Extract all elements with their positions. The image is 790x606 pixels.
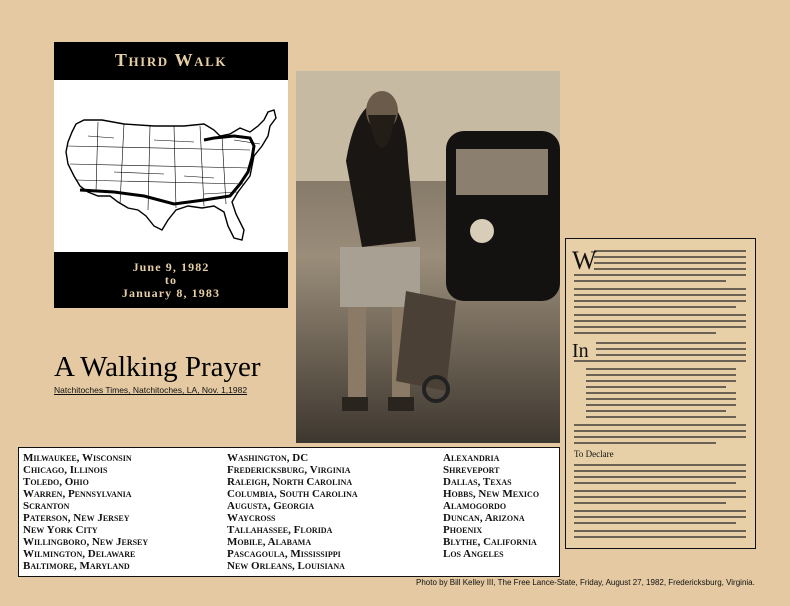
us-route-map <box>54 80 288 252</box>
date-to: to <box>164 273 178 287</box>
svg-text:To Declare: To Declare <box>574 449 614 459</box>
city: Chicago, Illinois <box>23 464 108 476</box>
city: Mobile, Alabama <box>227 536 312 548</box>
city: Raleigh, North Carolina <box>227 476 353 488</box>
city: Warren, Pennsylvania <box>23 488 132 500</box>
city: Baltimore, Maryland <box>23 560 130 572</box>
photo-credit: Photo by Bill Kelley III, The Free Lance-State, Friday, August 27, 1982, Fredericksburg, Virginia. <box>416 578 755 587</box>
city: Scranton <box>23 500 70 512</box>
date-start: June 9, 1982 <box>132 260 210 274</box>
headline: A Walking Prayer <box>54 351 261 383</box>
city: Dallas, Texas <box>443 476 512 488</box>
city: Augusta, Georgia <box>227 500 315 512</box>
city: Los Angeles <box>443 548 504 560</box>
walk-title: Third Walk <box>114 50 228 70</box>
city: Milwaukee, Wisconsin <box>23 452 132 464</box>
svg-text:In: In <box>572 340 589 362</box>
city: Waycross <box>227 512 276 524</box>
city: Shreveport <box>443 464 500 476</box>
city: Phoenix <box>443 524 483 536</box>
city: Columbia, South Carolina <box>227 488 358 500</box>
city: Fredericksburg, Virginia <box>227 464 351 476</box>
city: Alamogordo <box>443 500 507 512</box>
third-walk-card <box>54 42 288 308</box>
city: Alexandria <box>443 452 500 464</box>
cities-list <box>18 447 560 577</box>
city: Duncan, Arizona <box>443 512 525 524</box>
cities-column-3 <box>443 452 539 560</box>
city: Wilmington, Delaware <box>23 548 136 560</box>
city: New Orleans, Louisiana <box>227 560 345 572</box>
city: New York City <box>23 524 98 536</box>
source-citation: Natchitoches Times, Natchitoches, LA, Nov. 1,1982 <box>54 385 248 395</box>
date-end: January 8, 1983 <box>121 286 221 300</box>
walk-dates <box>54 261 288 300</box>
cities-column-1 <box>23 452 148 572</box>
cities-column-2 <box>227 452 358 572</box>
city: Tallahassee, Florida <box>227 524 333 536</box>
city: Blythe, California <box>443 536 537 548</box>
svg-text:W: W <box>572 246 597 275</box>
declaration-document <box>565 238 756 549</box>
city: Pascagoula, Mississippi <box>227 548 341 560</box>
city: Willingboro, New Jersey <box>23 536 149 548</box>
walker-photo <box>296 71 560 443</box>
city: Washington, DC <box>227 452 309 464</box>
city: Paterson, New Jersey <box>23 512 130 524</box>
city: Toledo, Ohio <box>23 476 89 488</box>
city: Hobbs, New Mexico <box>443 488 540 500</box>
